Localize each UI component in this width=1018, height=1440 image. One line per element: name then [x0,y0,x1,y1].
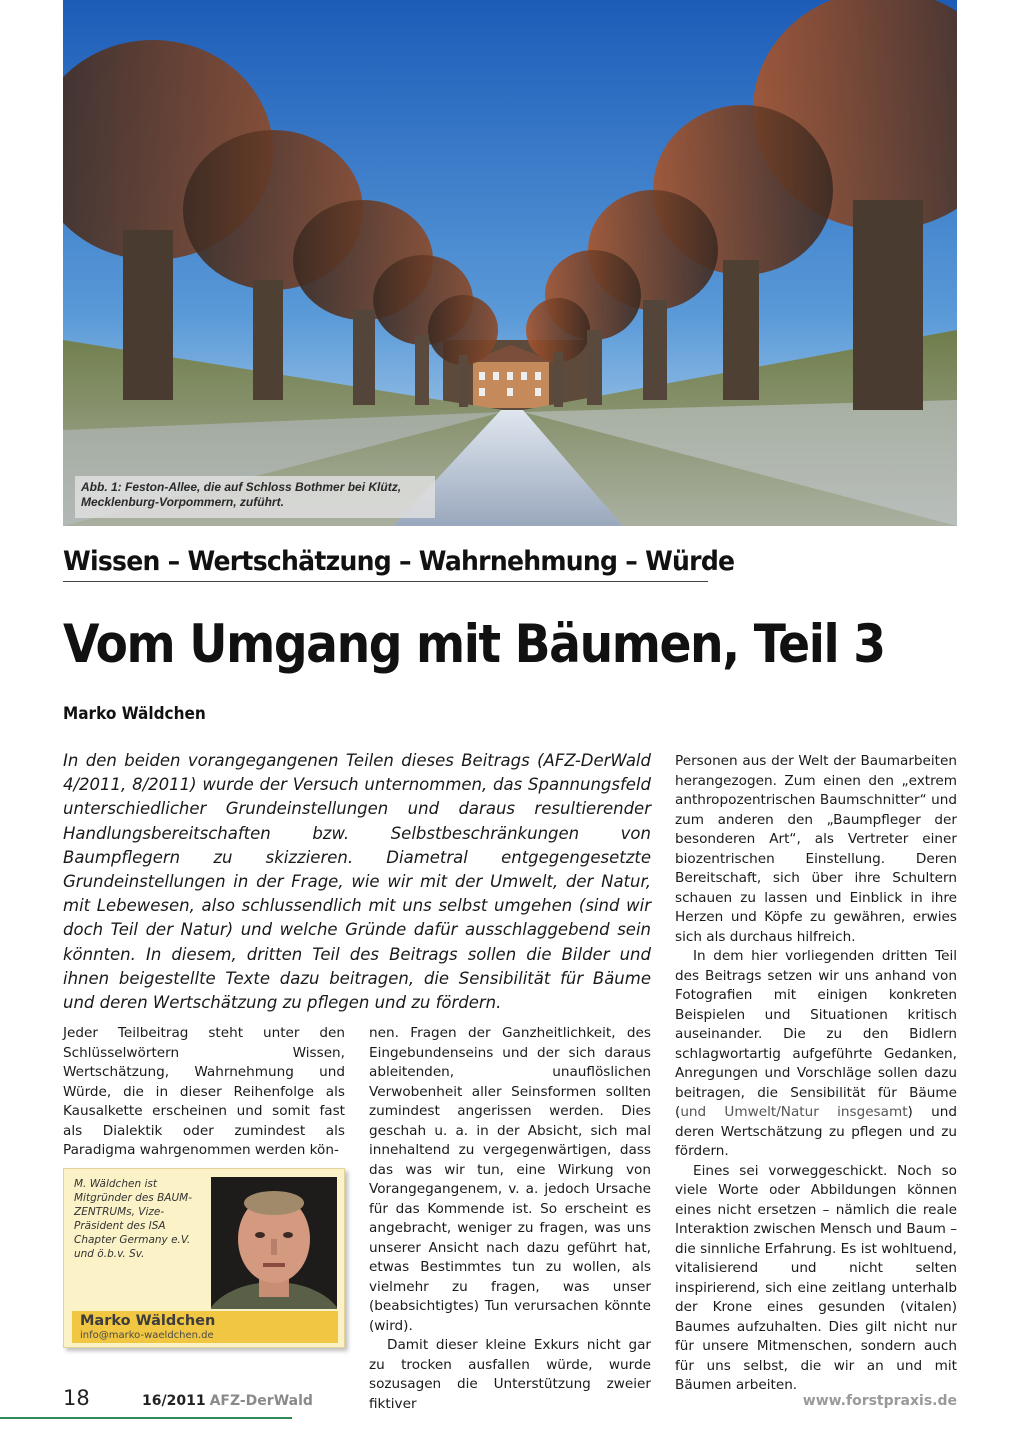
author-box-name: Marko Wäldchen [80,1313,216,1329]
author-info-box [63,1168,345,1348]
footer-rule [0,1417,292,1419]
page-number: 18 [63,1386,90,1410]
article-author: Marko Wäldchen [63,704,206,724]
article-title: Vom Umgang mit Bäumen, Teil 3 [63,614,885,675]
col2-paragraph-1: nen. Fragen der Ganzheitlichkeit, des Eingebundenseins und der sich daraus ableitenden, unauflöslichen Verwobenheit aller Seinsformen sollten zumindest angerissen werden. Dies geschah u. a. in der Absicht, sich mal innehaltend zu vergegenwärtigen, dass das was wir tun, eine Wirkung von Vorangegangenem, v. a. jedoch Ursache für das Kommende ist. So erscheint es angebracht, weniger zu fragen, was uns unserer Ansicht nach dazu geführt hat, etwas Bestimmtes tun zu wollen, als vielmehr zu fragen, was unser (beabsichtigtes) Tun verursachen könnte (wird). [369,1025,651,1334]
figure-caption [75,476,435,518]
col3-paragraph-1: Personen aus der Welt der Baumarbeiten herangezogen. Zum einen den „extrem anthropozentrischen Baumschnitter“ und zum anderen den „Baumpfleger der besonderen Art“, als Vertreter einer biozentrischen Einstellung. Deren Bereitschaft, sich über ihre Schultern schauen zu lassen und Einblick in ihre Herzen und Köpfe zu gewähren, erwies sich als durchaus hilfreich. [675,753,957,945]
article-intro: In den beiden vorangegangenen Teilen dieses Beitrags (AFZ-DerWald 4/2011, 8/2011) wurde der Versuch unternommen, das Spannungsfeld unterschiedlicher Grundeinstellungen und daraus resultierender Handlungsbereitschaften bzw. Selbstbeschränkungen von Baumpflegern zu skizzieren. Diametral entgegengesetzte Grundeinstellungen in der Frage, wie wir mit der Umwelt, der Natur, mit Lebewesen, also schlussendlich mit uns selbst umgehen (sind wir doch Teil der Natur) und welche Gründe dafür ausschlaggebend sein könnten. In diesem, dritten Teil des Beitrags sollen die Bilder und ihnen beigestellte Texte dazu beitragen, die Sensibilität für Bäume und deren Wertschätzung zu pflegen und zu fördern. [63,751,651,1013]
feston-allee-photo [63,0,957,526]
author-name-bar [72,1311,338,1343]
body-column-2 [369,1024,651,1414]
author-portrait-illustration [211,1177,337,1309]
author-portrait [211,1177,337,1309]
col3-p2-end: ) und deren Wertschätzung zu pflegen und zu fördern. [675,1104,957,1159]
col1-paragraph: Jeder Teilbeitrag steht unter den Schlüsselwörtern Wissen, Wertschätzung, Wahrnehmung und Würde, die in dieser Reihenfolge als Kausalkette erscheinen und somit fast als Dialektik oder zumindest als Paradigma wahrgenommen werden kön- [63,1025,345,1158]
body-column-1 [63,1024,345,1161]
publication-name: AFZ-DerWald [209,1393,313,1409]
col2-paragraph-2: Damit dieser kleine Exkurs nicht gar zu trocken ausfallen würde, wurde sozusagen die Unterstützung zweier fiktiver [369,1337,651,1412]
caption-line-1: Abb. 1: Feston-Allee, die auf Schloss Bothmer bei Klütz, [81,480,402,494]
author-bio: M. Wäldchen ist Mitgründer des BAUM-ZENTRUMs, Vize-Präsident des ISA Chapter Germany e.V. und ö.b.v. Sv. [74,1178,193,1260]
col3-p2-start: In dem hier vorliegenden dritten Teil des Beitrags setzen wir uns anhand von Fotografien mit einigen konkreten Beispielen und Situationen kritisch auseinander. Die zu den Bidlern schlagwortartig aufgeführte Gedanken, Anregungen und Vorschläge sollen dazu beitragen, die Sensibilität für Bäume ( [675,948,957,1120]
website-link[interactable]: www.forstpraxis.de [802,1393,957,1409]
col3-p2-insert: und Umwelt/Natur insgesamt [680,1104,908,1120]
kicker-underline [63,581,708,582]
issue-number: 16/2011 [142,1393,206,1409]
col3-paragraph-3: Eines sei vorweggeschickt. Noch so viele Worte oder Abbildungen können eines nicht ersetzen – nämlich die reale Interaktion zwischen Mensch und Baum – die sinnliche Erfahrung. Es ist wohltuend, vitalisierend und nicht selten inspirierend, sich eine zeitlang unterhalb der Krone eines gesunden (vitalen) Baumes aufzuhalten. Dies gilt nicht nur für unsere Mitmenschen, sondern auch für uns selbst, die wir an und mit Bäumen arbeiten. [675,1162,957,1393]
caption-line-2: Mecklenburg-Vorpommern, zuführt. [81,495,284,509]
issue-info [142,1393,313,1409]
body-column-3 [675,752,957,1396]
col3-paragraph-2 [675,947,957,1162]
avenue-illustration [63,0,957,526]
author-email-link[interactable]: info@marko-waeldchen.de [80,1330,214,1341]
article-kicker: Wissen – Wertschätzung – Wahrnehmung – Würde [63,546,735,577]
